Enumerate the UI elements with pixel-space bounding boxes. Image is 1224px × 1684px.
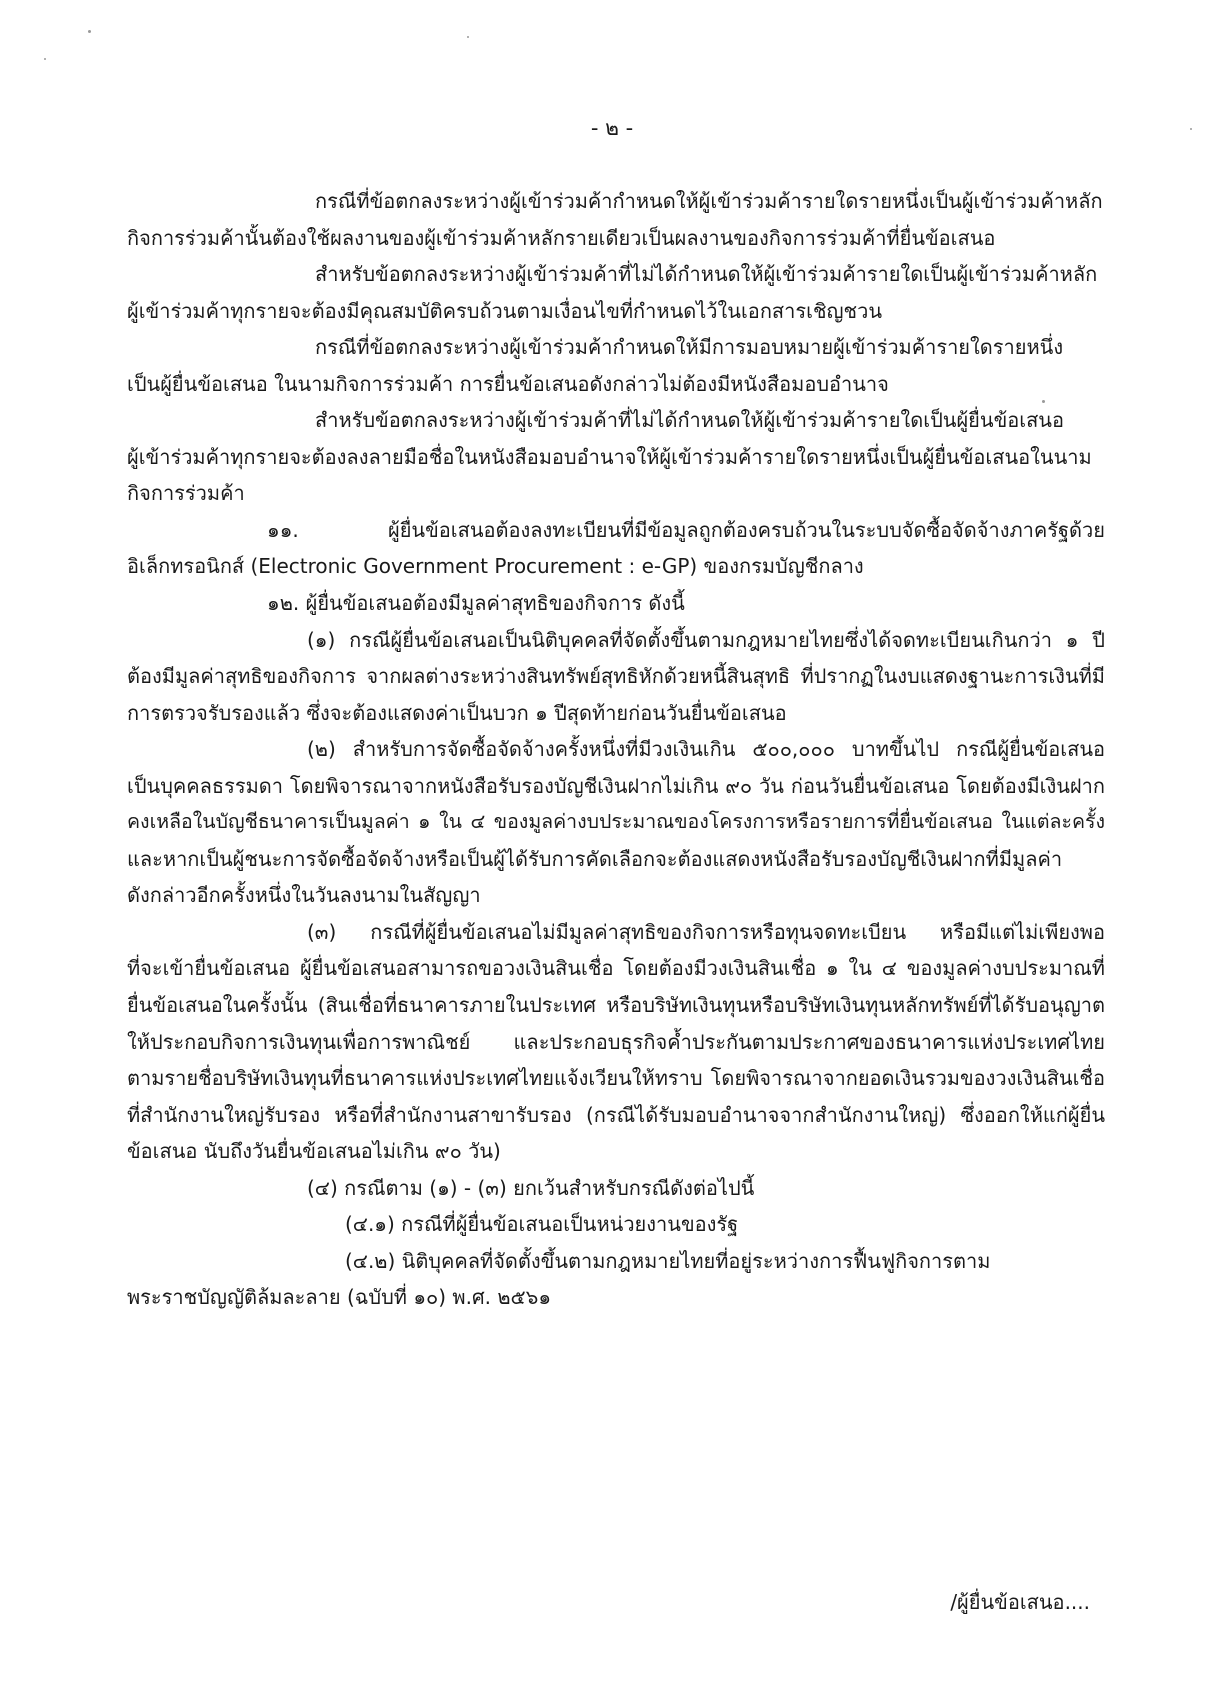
scan-speck (1042, 400, 1045, 403)
text-line: และหากเป็นผู้ชนะการจัดซื้อจัดจ้างหรือเป็นผู้ได้รับการคัดเลือกจะต้องแสดงหนังสือรับรองบัญชีเงินฝากที่มีมูลค่า (127, 846, 1063, 871)
text-line: ดังกล่าวอีกครั้งหนึ่งในวันลงนามในสัญญา (127, 883, 481, 908)
text-line: (๔.๑) กรณีที่ผู้ยื่นข้อเสนอเป็นหน่วยงานของรัฐ (345, 1212, 739, 1237)
text-line: ที่จะเข้ายื่นข้อเสนอ ผู้ยื่นข้อเสนอสามารถขอวงเงินสินเชื่อ โดยต้องมีวงเงินสินเชื่อ ๑ ใน ๔ ของมูลค่างบประมาณที่ (127, 956, 1105, 981)
page-number: - ๒ - (590, 116, 634, 140)
text-line: ๑๒. ผู้ยื่นข้อเสนอต้องมีมูลค่าสุทธิของกิจการ ดังนี้ (267, 591, 685, 616)
text-line: ๑๑. ผู้ยื่นข้อเสนอต้องลงทะเบียนที่มีข้อมูลถูกต้องครบถ้วนในระบบจัดซื้อจัดจ้างภาครัฐด้วย (267, 517, 1105, 542)
text-line: ยื่นข้อเสนอในครั้งนั้น (สินเชื่อที่ธนาคารภายในประเทศ หรือบริษัทเงินทุนหรือบริษัทเงินทุนหลักทรัพย์ที่ได้รับอนุญาต (127, 993, 1105, 1018)
text-line: ที่สำนักงานใหญ่รับรอง หรือที่สำนักงานสาขารับรอง (กรณีได้รับมอบอำนาจจากสำนักงานใหญ่) ซึ่งออกให้แก่ผู้ยื่น (127, 1102, 1105, 1127)
text-line: อิเล็กทรอนิกส์ (Electronic Government Procurement : e-GP) ของกรมบัญชีกลาง (127, 554, 864, 579)
scan-speck (88, 30, 91, 33)
text-line: กิจการร่วมค้า (127, 481, 245, 506)
continuation-footer: /ผู้ยื่นข้อเสนอ.... (950, 1590, 1090, 1614)
text-line: (๒) สำหรับการจัดซื้อจัดจ้างครั้งหนึ่งที่มีวงเงินเกิน ๕๐๐,๐๐๐ บาทขึ้นไป กรณีผู้ยื่นข้อเสนอ (307, 737, 1105, 762)
text-line: ตามรายชื่อบริษัทเงินทุนที่ธนาคารแห่งประเทศไทยแจ้งเวียนให้ทราบ โดยพิจารณาจากยอดเงินรวมของวงเงินสินเชื่อ (127, 1066, 1105, 1091)
text-line: เป็นบุคคลธรรมดา โดยพิจารณาจากหนังสือรับรองบัญชีเงินฝากไม่เกิน ๙๐ วัน ก่อนวันยื่นข้อเสนอ โดยต้องมีเงินฝาก (127, 773, 1105, 798)
scan-speck (467, 36, 469, 38)
text-line: กรณีที่ข้อตกลงระหว่างผู้เข้าร่วมค้ากำหนดให้มีการมอบหมายผู้เข้าร่วมค้ารายใดรายหนึ่ง (315, 335, 1064, 360)
text-line: (๓) กรณีที่ผู้ยื่นข้อเสนอไม่มีมูลค่าสุทธิของกิจการหรือทุนจดทะเบียน หรือมีแต่ไม่เพียงพอ (307, 919, 1105, 944)
text-line: ผู้เข้าร่วมค้าทุกรายจะต้องมีคุณสมบัติครบถ้วนตามเงื่อนไขที่กำหนดไว้ในเอกสารเชิญชวน (127, 298, 883, 323)
text-line: (๑) กรณีผู้ยื่นข้อเสนอเป็นนิติบุคคลที่จัดตั้งขึ้นตามกฎหมายไทยซึ่งได้จดทะเบียนเกินกว่า ๑ ปี (307, 627, 1105, 652)
text-line: (๔.๒) นิติบุคคลที่จัดตั้งขึ้นตามกฎหมายไทยที่อยู่ระหว่างการฟื้นฟูกิจการตาม (345, 1248, 991, 1273)
document-body (127, 183, 1105, 1316)
text-line: ต้องมีมูลค่าสุทธิของกิจการ จากผลต่างระหว่างสินทรัพย์สุทธิหักด้วยหนี้สินสุทธิ ที่ปรากฏในงบแสดงฐานะการเงินที่มี (127, 664, 1105, 689)
text-line: การตรวจรับรองแล้ว ซึ่งจะต้องแสดงค่าเป็นบวก ๑ ปีสุดท้ายก่อนวันยื่นข้อเสนอ (127, 700, 787, 725)
text-line: ข้อเสนอ นับถึงวันยื่นข้อเสนอไม่เกิน ๙๐ วัน) (127, 1139, 501, 1164)
text-line: กรณีที่ข้อตกลงระหว่างผู้เข้าร่วมค้ากำหนดให้ผู้เข้าร่วมค้ารายใดรายหนึ่งเป็นผู้เข้าร่วมค้าหลัก (315, 189, 1103, 213)
text-line: สำหรับข้อตกลงระหว่างผู้เข้าร่วมค้าที่ไม่ได้กำหนดให้ผู้เข้าร่วมค้ารายใดเป็นผู้เข้าร่วมค้าหลัก (315, 262, 1098, 287)
text-line: คงเหลือในบัญชีธนาคารเป็นมูลค่า ๑ ใน ๔ ของมูลค่างบประมาณของโครงการหรือรายการที่ยื่นข้อเสนอ ในแต่ละครั้ง (127, 810, 1105, 834)
text-line: กิจการร่วมค้านั้นต้องใช้ผลงานของผู้เข้าร่วมค้าหลักรายเดียวเป็นผลงานของกิจการร่วมค้าที่ยื่นข้อเสนอ (127, 225, 996, 250)
scan-speck (44, 58, 46, 60)
text-line: ให้ประกอบกิจการเงินทุนเพื่อการพาณิชย์ และประกอบธุรกิจค้ำประกันตามประกาศของธนาคารแห่งประเทศไทย (127, 1029, 1105, 1054)
text-line: พระราชบัญญัติล้มละลาย (ฉบับที่ ๑๐) พ.ศ. ๒๕๖๑ (127, 1285, 552, 1310)
text-line: เป็นผู้ยื่นข้อเสนอ ในนามกิจการร่วมค้า การยื่นข้อเสนอดังกล่าวไม่ต้องมีหนังสือมอบอำนาจ (127, 371, 889, 396)
text-line: สำหรับข้อตกลงระหว่างผู้เข้าร่วมค้าที่ไม่ได้กำหนดให้ผู้เข้าร่วมค้ารายใดเป็นผู้ยื่นข้อเสนอ (315, 408, 1064, 433)
scan-speck (1190, 128, 1192, 130)
text-line: (๔) กรณีตาม (๑) - (๓) ยกเว้นสำหรับกรณีดังต่อไปนี้ (307, 1175, 755, 1200)
text-line: ผู้เข้าร่วมค้าทุกรายจะต้องลงลายมือชื่อในหนังสือมอบอำนาจให้ผู้เข้าร่วมค้ารายใดรายหนึ่งเป็นผู้ยื่นข้อเสนอในนาม (127, 444, 1092, 469)
